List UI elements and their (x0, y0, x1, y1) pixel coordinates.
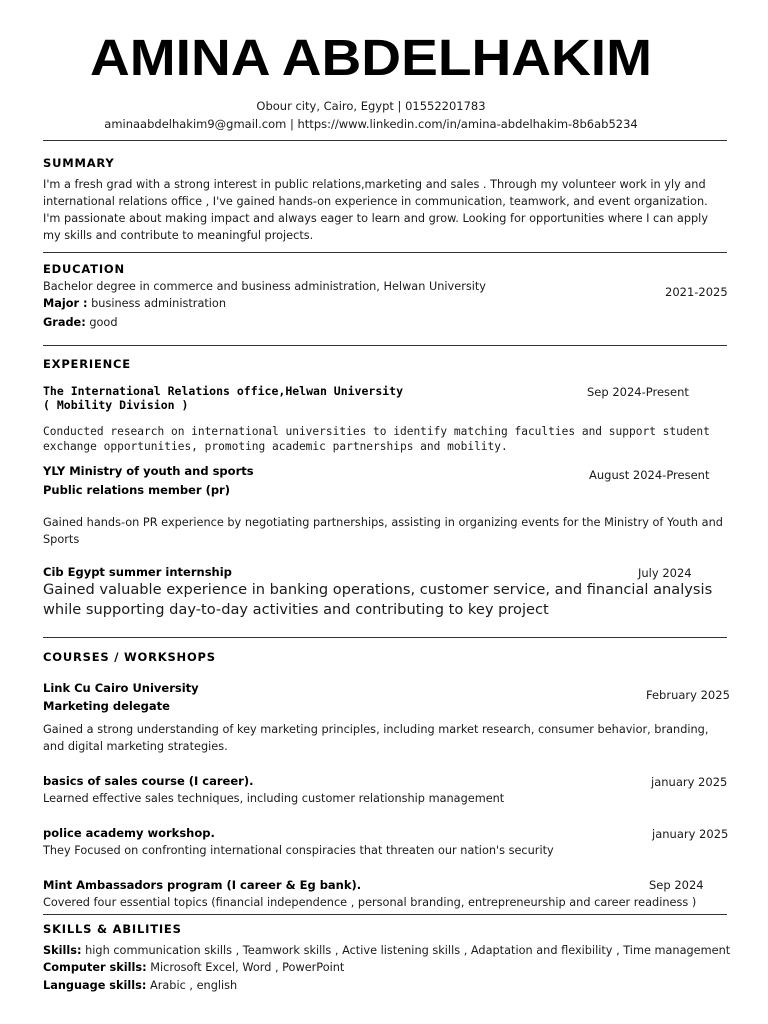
experience-dates: August 2024-Present (589, 468, 710, 482)
language-skills-label: Language skills: (43, 979, 147, 992)
skills-line (43, 942, 730, 959)
experience-description: Conducted research on international universities to identify matching faculties and support student exchange opportunities, promoting academic partnerships and mobility. (43, 425, 710, 453)
grade-value: good (85, 316, 118, 329)
summary-text: I'm a fresh grad with a strong interest in public relations,marketing and sales . Through my volunteer work in yly and international relations office , I've gained hands-on experience in communication, teamwork, and event organization. I'm passionate about making impact and always eager to learn and grow. Looking for opportunities where I can apply my skills and contribute to meaningful projects. (43, 178, 709, 242)
skills-value: high communication skills , Teamwork skills , Active listening skills , Adaptation and flexibility , Time management (81, 944, 731, 957)
course-description: They Focused on confronting international conspiracies that threaten our nation's security (43, 844, 554, 857)
contact-email-linkedin: aminaabdelhakim9@gmail.com | https://www.linkedin.com/in/amina-abdelhakim-8b6ab5234 (104, 117, 638, 131)
experience-title: The International Relations office,Helwan University (43, 384, 404, 398)
course-dates: Sep 2024 (649, 878, 704, 892)
major-label: Major : (43, 297, 88, 310)
section-heading-education: EDUCATION (43, 262, 125, 276)
course-description: Covered four essential topics (financial independence , personal branding, entrepreneurship and career readiness ) (43, 896, 697, 909)
education-dates: 2021-2025 (665, 285, 728, 299)
divider (43, 345, 727, 346)
experience-title: Cib Egypt summer internship (43, 565, 232, 579)
candidate-name: AMINA ABDELHAKIM (90, 29, 652, 86)
divider (43, 140, 727, 141)
major-value: business administration (87, 297, 227, 310)
course-description: Gained a strong understanding of key marketing principles, including market research, consumer behavior, branding, and digital marketing strategies. (43, 723, 709, 753)
course-title: basics of sales course (I career). (43, 774, 254, 788)
experience-dates: Sep 2024-Present (587, 385, 689, 399)
course-description: Learned effective sales techniques, including customer relationship management (43, 792, 505, 805)
course-title: Mint Ambassadors program (I career & Eg bank). (43, 878, 362, 892)
course-title: police academy workshop. (43, 826, 215, 840)
course-dates: january 2025 (651, 775, 728, 789)
course-subtitle: Marketing delegate (43, 699, 170, 713)
language-skills-value: Arabic , english (146, 979, 238, 992)
experience-description: Gained hands-on PR experience by negotiating partnerships, assisting in organizing events for the Ministry of Youth and Sports (43, 516, 723, 546)
course-dates: February 2025 (646, 688, 730, 702)
language-skills-line (43, 977, 237, 994)
section-heading-summary: SUMMARY (43, 156, 115, 170)
education-major (43, 295, 226, 312)
section-heading-skills: SKILLS & ABILITIES (43, 922, 182, 936)
section-heading-experience: EXPERIENCE (43, 357, 131, 371)
divider (43, 637, 727, 638)
experience-description: Gained valuable experience in banking operations, customer service, and financial analysis while supporting day-to-day activities and contributing to key project (43, 581, 713, 618)
computer-skills-label: Computer skills: (43, 961, 147, 974)
course-dates: january 2025 (652, 827, 729, 841)
education-degree: Bachelor degree in commerce and business administration, Helwan University (43, 280, 486, 293)
computer-skills-value: Microsoft Excel, Word , PowerPoint (146, 961, 345, 974)
divider (43, 252, 727, 253)
experience-subtitle: Public relations member (pr) (43, 483, 230, 497)
grade-label: Grade: (43, 316, 86, 329)
divider (43, 914, 727, 915)
experience-title: YLY Ministry of youth and sports (43, 464, 254, 478)
contact-address-phone: Obour city, Cairo, Egypt | 01552201783 (256, 99, 486, 113)
course-title: Link Cu Cairo University (43, 681, 199, 695)
education-grade (43, 314, 118, 331)
computer-skills-line (43, 959, 344, 976)
skills-label: Skills: (43, 944, 82, 957)
experience-dates: July 2024 (638, 566, 692, 580)
section-heading-courses: COURSES / WORKSHOPS (43, 650, 216, 664)
experience-subtitle: ( Mobility Division ) (43, 398, 189, 412)
